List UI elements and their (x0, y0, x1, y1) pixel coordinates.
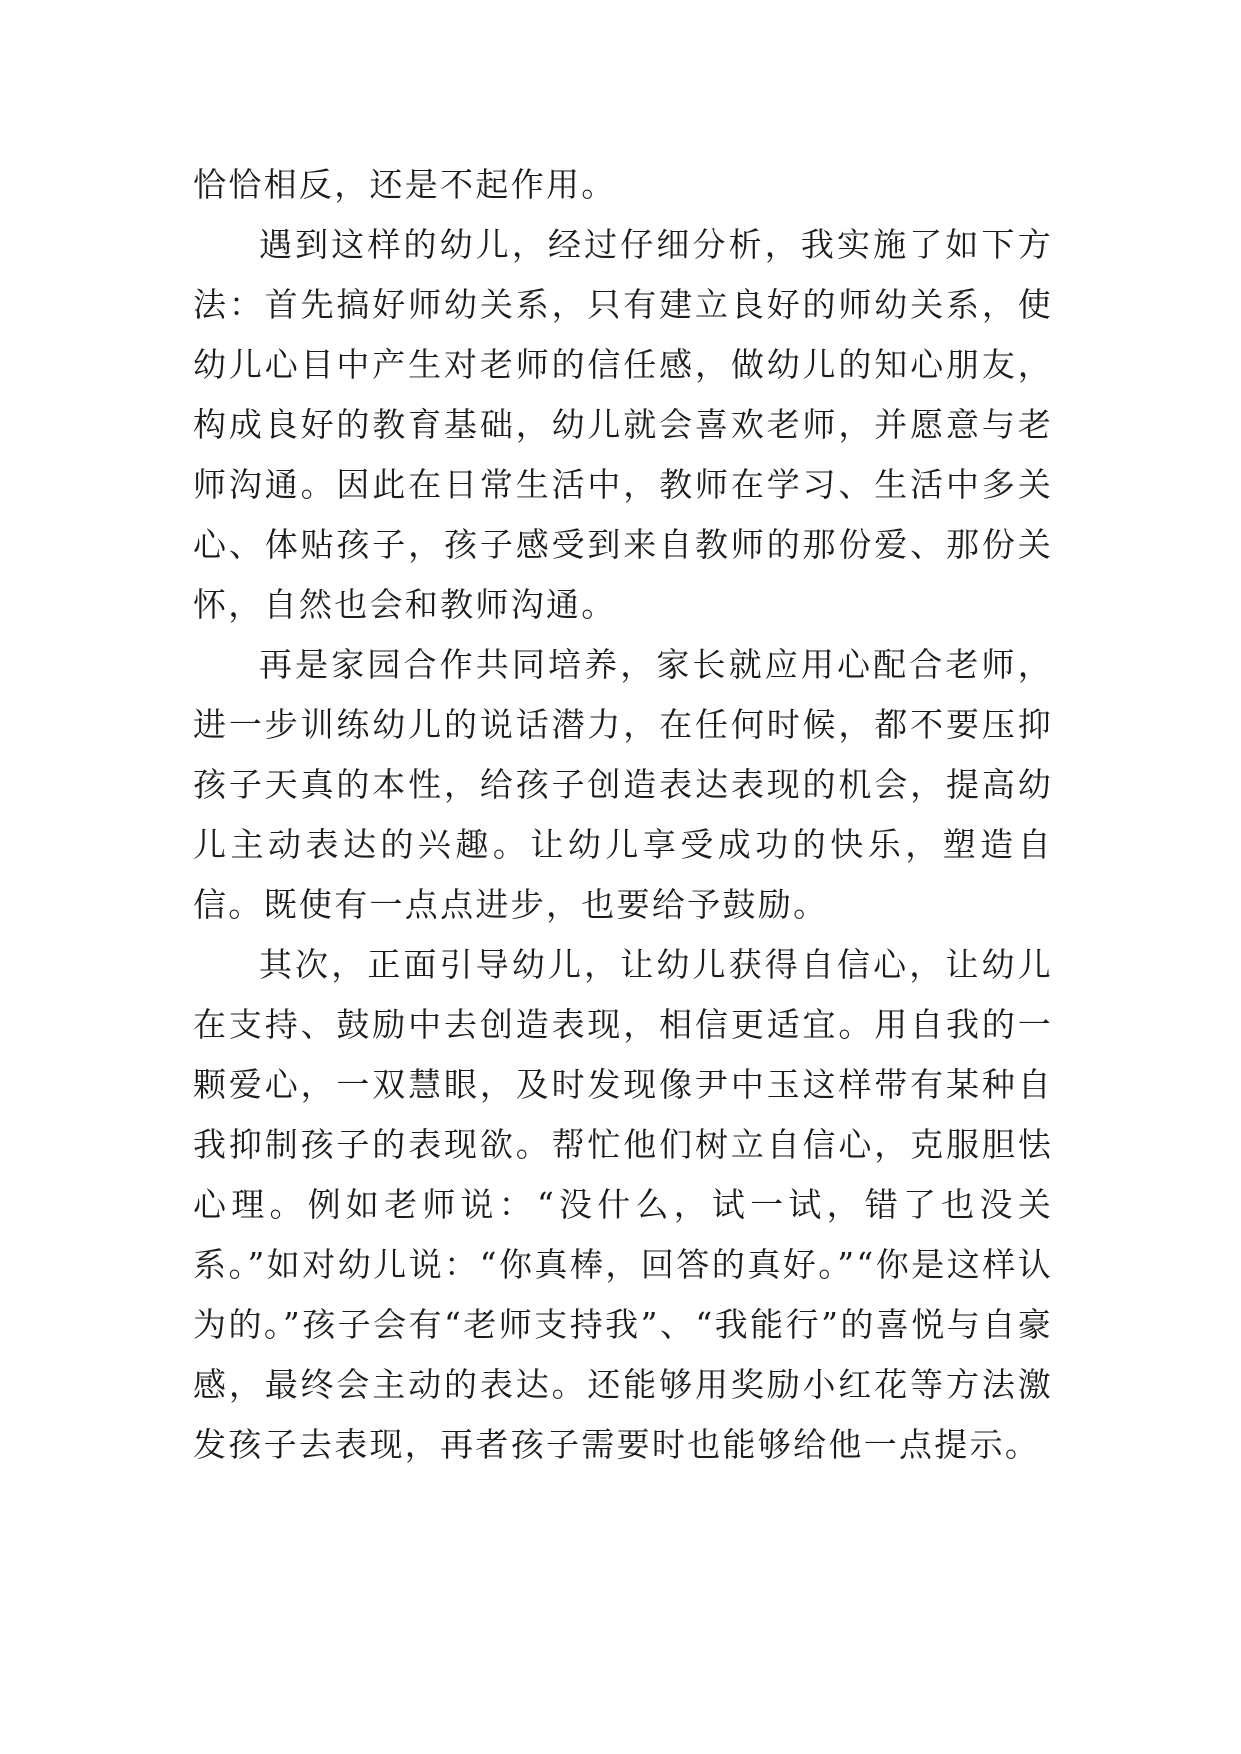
paragraph-continued: 恰恰相反，还是不起作用。 (193, 165, 617, 204)
paragraph-positive-guidance: 其次，正面引导幼儿，让幼儿获得自信心，让幼儿在支持、鼓励中去创造表现，相信更适宜。用自我的一颗爱心，一双慧眼，及时发现像尹中玉这样带有某种自我抑制孩子的表现欲。帮忙他们树立自信心，克服胆怯心理。例如老师说：“没什么，试一试，错了也没关系。”如对幼儿说：“你真棒，回答的真好。”“你是这样认为的。”孩子会有“老师支持我”、“我能行”的喜悦与自豪感，最终会主动的表达。还能够用奖励小红花等方法激发孩子去表现，再者孩子需要时也能够给他一点提示。 (193, 945, 1053, 1464)
paragraph-home-school: 再是家园合作共同培养，家长就应用心配合老师，进一步训练幼儿的说话潜力，在任何时候，都不要压抑孩子天真的本性，给孩子创造表达表现的机会，提高幼儿主动表达的兴趣。让幼儿享受成功的快乐，塑造自信。既使有一点点进步，也要给予鼓励。 (193, 645, 1053, 924)
paragraph-method: 遇到这样的幼儿，经过仔细分析，我实施了如下方法：首先搞好师幼关系，只有建立良好的师幼关系，使幼儿心目中产生对老师的信任感，做幼儿的知心朋友，构成良好的教育基础，幼儿就会喜欢老师，并愿意与老师沟通。因此在日常生活中，教师在学习、生活中多关心、体贴孩子，孩子感受到来自教师的那份爱、那份关怀，自然也会和教师沟通。 (193, 225, 1053, 624)
document-body (193, 155, 1053, 1475)
